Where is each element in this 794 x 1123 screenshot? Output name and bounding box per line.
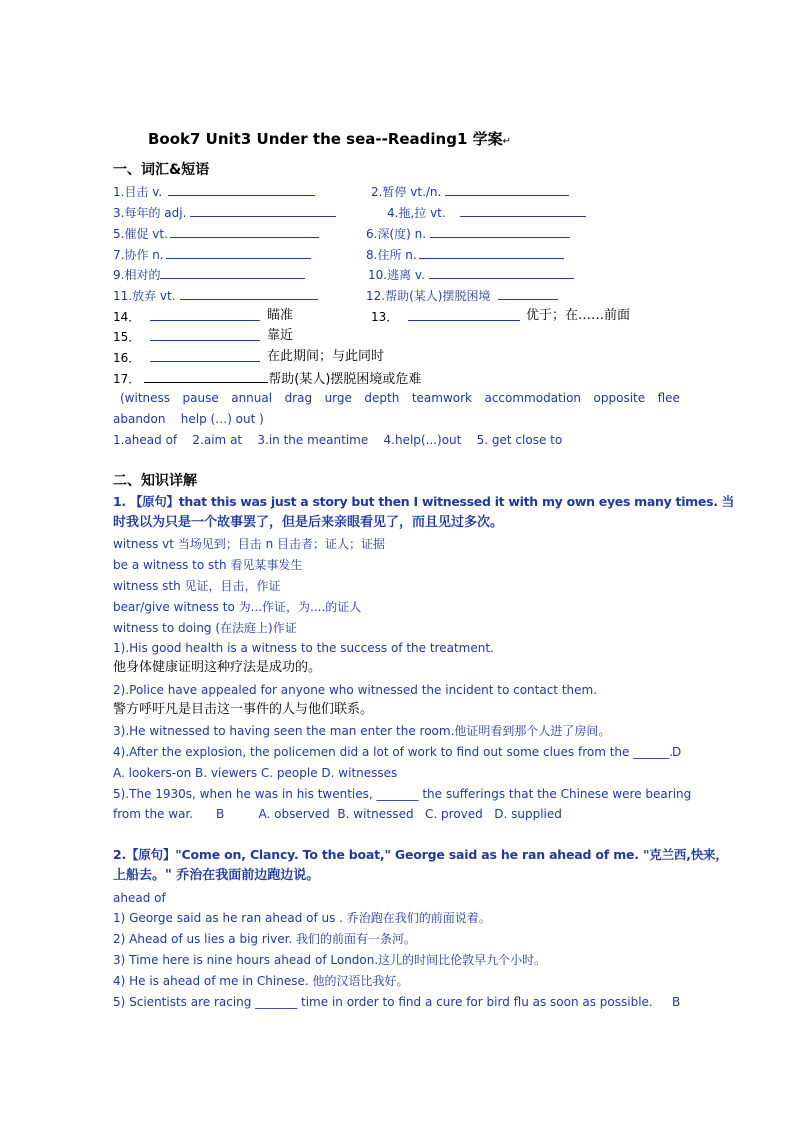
example-sentence: 1) George said as he ran ahead of us . 乔治跑在我们的前面说着。 — [113, 911, 491, 925]
note-line: witness vt 当场见到；目击 n 目击者；证人；证据 — [113, 537, 386, 551]
example-sentence: 4) He is ahead of me in Chinese. 他的汉语比我好。 — [113, 974, 409, 988]
note-line: bear/give witness to 为...作证，为....的证人 — [113, 600, 362, 614]
answer-blank[interactable] — [460, 204, 586, 217]
vocab-item: 3.每年的 adj. — [113, 204, 336, 221]
answer-blank[interactable] — [408, 308, 520, 321]
section-heading-vocab: 一、词汇&短语 — [113, 162, 210, 178]
note-line: witness to doing (在法庭上)作证 — [113, 621, 297, 635]
exercise-answer: B — [672, 995, 681, 1009]
phrase-item: 16． — [113, 349, 260, 366]
word-bank-item: drag — [284, 391, 313, 405]
answer-blank[interactable] — [419, 246, 564, 259]
phrase-meaning: 靠近 — [267, 328, 294, 343]
word-bank — [120, 390, 680, 406]
answer-blank[interactable] — [170, 225, 319, 238]
word-bank-item: depth — [364, 391, 400, 405]
example-sentence: 2) Ahead of us lies a big river. 我们的前面有一条河。 — [113, 932, 417, 946]
vocab-item: 2.暂停 vt./n. — [371, 183, 569, 200]
example-translation: 他身体健康证明这种疗法是成功的。 — [113, 660, 322, 675]
example-sentence: 1).His good health is a witness to the success of the treatment. — [113, 641, 494, 655]
answer-blank[interactable] — [190, 204, 336, 217]
phrase-bank — [113, 432, 562, 448]
phrase-item: 17． 帮助(某人)摆脱困境或危难 — [113, 372, 422, 387]
phrase-bank-item: 5. get close to — [476, 433, 563, 447]
answer-blank[interactable] — [168, 183, 315, 196]
answer-blank[interactable] — [429, 266, 574, 279]
example-translation: 警方呼吁凡是目击这一事件的人与他们联系。 — [113, 702, 374, 717]
phrase-item: 14． — [113, 308, 260, 325]
phrase-meaning: 优于；在……前面 — [526, 308, 631, 323]
answer-blank[interactable] — [150, 308, 260, 321]
answer-blank[interactable] — [445, 183, 569, 196]
answer-blank[interactable] — [180, 287, 318, 300]
phrase-meaning: 在此期间；与此同时 — [267, 349, 385, 364]
phrase-item: 13． — [371, 308, 520, 325]
answer-blank[interactable] — [430, 225, 570, 238]
word-bank-item: pause — [182, 391, 219, 405]
exercise-answer: D — [672, 745, 682, 759]
vocab-item: 9.相对的 — [113, 266, 305, 283]
answer-blank[interactable] — [160, 266, 305, 279]
exercise-question: 4).After the explosion, the policemen did a lot of work to find out some clues from the ______. — [113, 745, 674, 759]
section-heading-knowledge: 二、知识详解 — [113, 473, 197, 489]
note-line: witness sth 见证，目击，作证 — [113, 579, 281, 593]
phrase-meaning: 瞄准 — [267, 308, 294, 323]
word-bank-item: opposite — [593, 391, 646, 405]
phrase-meaning: 帮助(某人)摆脱困境或危难 — [268, 372, 422, 387]
exercise-question: 5) Scientists are racing _______ time in order to find a cure for bird flu as soon as possible. — [113, 995, 653, 1009]
word-bank-item: (witness — [120, 391, 171, 405]
word-bank-item: flee — [657, 391, 680, 405]
vocab-item: 6.深(度) n. — [366, 225, 570, 242]
phrase-bank-item: 4.help(...)out — [383, 433, 462, 447]
note-line: ahead of — [113, 891, 166, 905]
answer-blank[interactable] — [150, 328, 260, 341]
original-sentence: 2.【原句】"Come on, Clancy. To the boat," George said as he ran ahead of me. "克兰西,快来， — [113, 847, 728, 862]
original-sentence-translation: 上船去。" 乔治在我面前边跑边说。 — [113, 868, 320, 883]
original-sentence-translation: 时我以为只是一个故事罢了，但是后来亲眼看见了，而且见过多次。 — [113, 515, 504, 530]
vocab-item: 1.目击 v. — [113, 183, 315, 200]
vocab-item: 8.住所 n. — [366, 246, 564, 263]
answer-blank[interactable] — [144, 370, 268, 383]
word-bank-item: accommodation — [484, 391, 582, 405]
phrase-item: 15． — [113, 328, 260, 345]
vocab-item: 5.催促 vt. — [113, 225, 319, 242]
original-sentence: 1. 【原句】that this was just a story but then I witnessed it with my own eyes many times. 当 — [113, 494, 734, 509]
exercise-options: from the war. B A. observed B. witnessed C. proved D. supplied — [113, 807, 562, 821]
return-mark-icon: ↵ — [502, 136, 512, 147]
word-bank-item: urge — [324, 391, 352, 405]
note-line: be a witness to sth 看见某事发生 — [113, 558, 303, 572]
exercise-options: A. lookers-on B. viewers C. people D. witnesses — [113, 766, 398, 780]
vocab-item: 7.协作 n. — [113, 246, 311, 263]
vocab-item: 12.帮助(某人)摆脱困境 — [366, 287, 558, 304]
example-sentence: 3).He witnessed to having seen the man enter the room.他证明看到那个人进了房间。 — [113, 724, 611, 738]
vocab-item: 11.放弃 vt. — [113, 287, 318, 304]
vocab-item: 4.拖,拉 vt. — [387, 204, 586, 221]
word-bank-continued: abandon help (…) out ) — [113, 412, 264, 426]
exercise-question: 5).The 1930s, when he was in his twenties, _______ the sufferings that the Chinese were bearing — [113, 787, 692, 801]
example-sentence: 2).Police have appealed for anyone who witnessed the incident to contact them. — [113, 683, 598, 697]
word-bank-item: annual — [231, 391, 273, 405]
phrase-bank-item: 2.aim at — [192, 433, 243, 447]
answer-blank[interactable] — [498, 287, 558, 300]
answer-blank[interactable] — [166, 246, 311, 259]
page-title: Book7 Unit3 Under the sea--Reading1 学案↵ — [148, 130, 512, 148]
phrase-bank-item: 3.in the meantime — [257, 433, 369, 447]
phrase-bank-item: 1.ahead of — [113, 433, 178, 447]
example-sentence: 3) Time here is nine hours ahead of London.这儿的时间比伦敦早九个小时。 — [113, 953, 547, 967]
answer-blank[interactable] — [150, 349, 260, 362]
vocab-item: 10.逃离 v. — [368, 266, 574, 283]
word-bank-item: teamwork — [411, 391, 472, 405]
